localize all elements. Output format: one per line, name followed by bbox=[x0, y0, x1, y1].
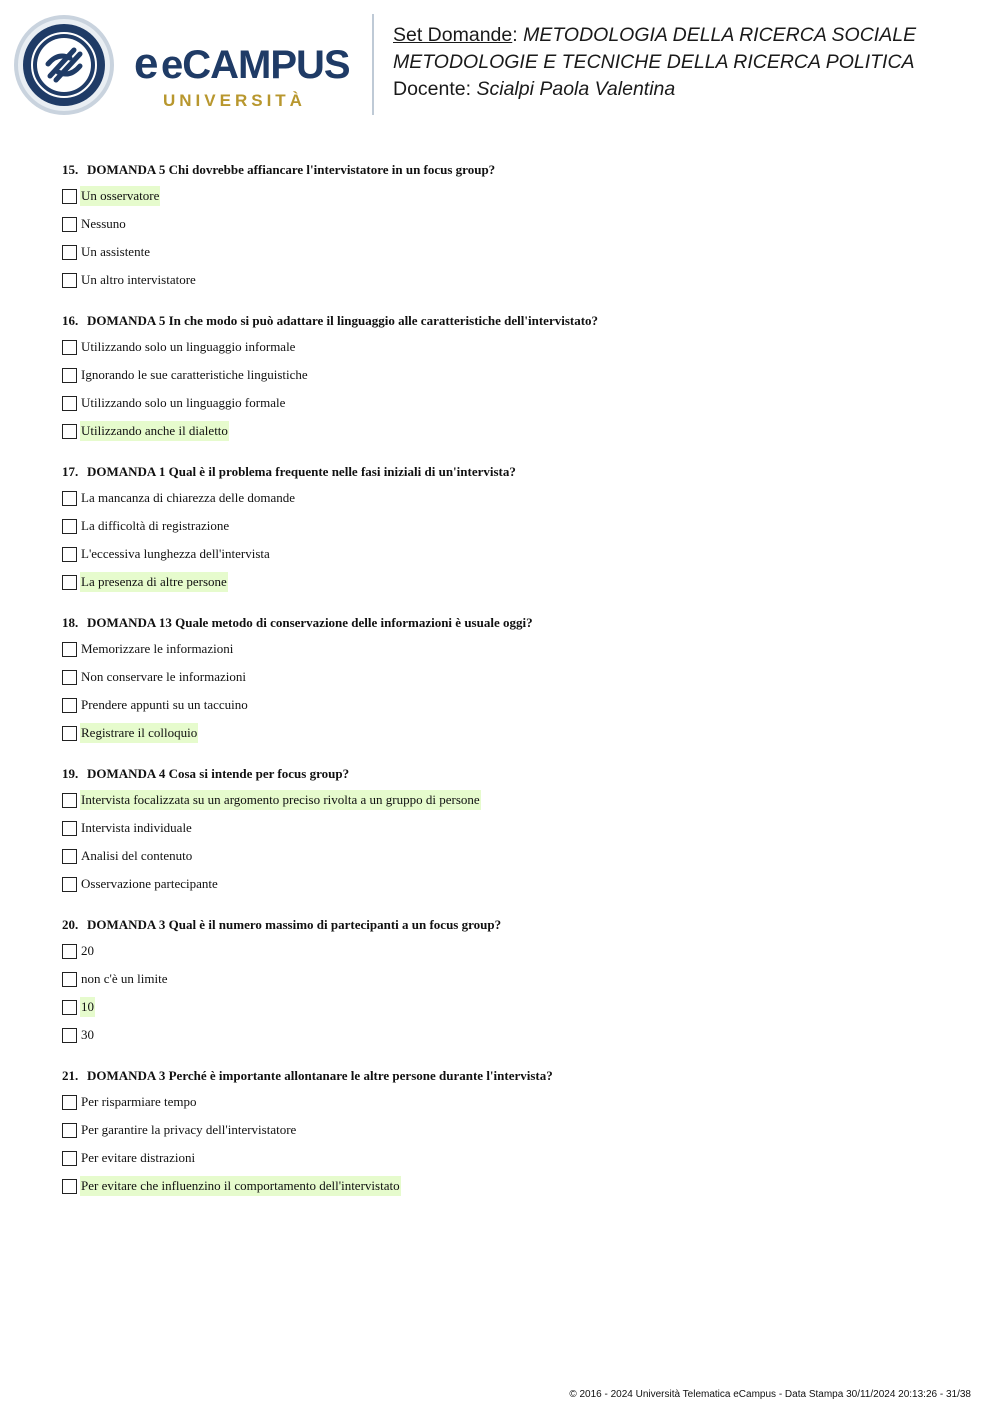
answer-option[interactable] bbox=[62, 210, 962, 238]
answer-checkbox[interactable] bbox=[62, 1000, 77, 1015]
answer-checkbox[interactable] bbox=[62, 217, 77, 232]
answer-label: Per evitare distrazioni bbox=[81, 1150, 196, 1165]
answer-checkbox[interactable] bbox=[62, 793, 77, 808]
answer-option[interactable] bbox=[62, 870, 962, 898]
answer-checkbox[interactable] bbox=[62, 726, 77, 741]
answer-label: Utilizzando solo un linguaggio formale bbox=[81, 395, 286, 410]
answer-label: Un assistente bbox=[81, 244, 150, 259]
answer-checkbox[interactable] bbox=[62, 273, 77, 288]
header-line-3 bbox=[393, 76, 916, 103]
answer-checkbox[interactable] bbox=[62, 972, 77, 987]
answer-option[interactable] bbox=[62, 512, 962, 540]
question-title bbox=[62, 311, 962, 333]
correct-answer-label: Registrare il colloquio bbox=[80, 723, 198, 743]
answer-option[interactable] bbox=[62, 361, 962, 389]
header-divider bbox=[372, 14, 374, 115]
correct-answer-label: Un osservatore bbox=[80, 186, 160, 206]
question-number: 18. bbox=[62, 615, 79, 630]
question-text: DOMANDA 5 Chi dovrebbe affiancare l'intervistatore in un focus group? bbox=[87, 162, 496, 177]
answer-option[interactable] bbox=[62, 1088, 962, 1116]
answer-checkbox[interactable] bbox=[62, 245, 77, 260]
answer-label: Intervista individuale bbox=[81, 820, 192, 835]
answer-label: Non conservare le informazioni bbox=[81, 669, 246, 684]
page-footer: © 2016 - 2024 Università Telematica eCampus - Data Stampa 30/11/2024 20:13:26 - 31/38 bbox=[569, 1389, 971, 1400]
answer-option[interactable] bbox=[62, 691, 962, 719]
answer-checkbox[interactable] bbox=[62, 575, 77, 590]
question-number: 15. bbox=[62, 162, 79, 177]
page-header bbox=[0, 0, 1000, 130]
question-block bbox=[62, 915, 962, 1066]
question-number: 17. bbox=[62, 464, 79, 479]
set-label: Set Domande bbox=[393, 24, 513, 46]
answer-checkbox[interactable] bbox=[62, 1123, 77, 1138]
question-block bbox=[62, 462, 962, 613]
answer-option[interactable] bbox=[62, 719, 962, 747]
answer-option[interactable] bbox=[62, 1021, 962, 1049]
answer-checkbox[interactable] bbox=[62, 396, 77, 411]
answer-option[interactable] bbox=[62, 663, 962, 691]
answer-option[interactable] bbox=[62, 417, 962, 445]
svg-text:eCAMPUS: eCAMPUS bbox=[161, 43, 350, 87]
question-title bbox=[62, 613, 962, 635]
answer-option[interactable] bbox=[62, 993, 962, 1021]
question-number: 19. bbox=[62, 766, 79, 781]
answer-option[interactable] bbox=[62, 540, 962, 568]
answer-option[interactable] bbox=[62, 266, 962, 294]
header-title bbox=[393, 22, 916, 103]
question-title bbox=[62, 462, 962, 484]
answer-option[interactable] bbox=[62, 484, 962, 512]
answer-checkbox[interactable] bbox=[62, 519, 77, 534]
question-block bbox=[62, 764, 962, 915]
answer-option[interactable] bbox=[62, 965, 962, 993]
answer-label: non c'è un limite bbox=[81, 971, 168, 986]
answer-checkbox[interactable] bbox=[62, 1028, 77, 1043]
answer-label: Per garantire la privacy dell'intervistatore bbox=[81, 1122, 297, 1137]
answer-checkbox[interactable] bbox=[62, 424, 77, 439]
answer-label: Analisi del contenuto bbox=[81, 848, 193, 863]
question-title bbox=[62, 915, 962, 937]
answer-checkbox[interactable] bbox=[62, 877, 77, 892]
answer-option[interactable] bbox=[62, 568, 962, 596]
answer-label: La difficoltà di registrazione bbox=[81, 518, 230, 533]
course-line-1: METODOLOGIA DELLA RICERCA SOCIALE bbox=[523, 24, 917, 46]
answer-label: La mancanza di chiarezza delle domande bbox=[81, 490, 296, 505]
answer-option[interactable] bbox=[62, 1116, 962, 1144]
answer-checkbox[interactable] bbox=[62, 547, 77, 562]
question-text: DOMANDA 4 Cosa si intende per focus group? bbox=[87, 766, 350, 781]
teacher-name: Scialpi Paola Valentina bbox=[476, 78, 676, 100]
question-text: DOMANDA 3 Qual è il numero massimo di partecipanti a un focus group? bbox=[87, 917, 502, 932]
answer-checkbox[interactable] bbox=[62, 849, 77, 864]
teacher-label: Docente: bbox=[393, 78, 472, 100]
answer-option[interactable] bbox=[62, 937, 962, 965]
question-number: 20. bbox=[62, 917, 79, 932]
answer-checkbox[interactable] bbox=[62, 340, 77, 355]
svg-text:e: e bbox=[134, 39, 159, 88]
answer-checkbox[interactable] bbox=[62, 670, 77, 685]
answer-option[interactable] bbox=[62, 1144, 962, 1172]
answer-label: Memorizzare le informazioni bbox=[81, 641, 234, 656]
answer-checkbox[interactable] bbox=[62, 1095, 77, 1110]
answer-option[interactable] bbox=[62, 182, 962, 210]
question-number: 16. bbox=[62, 313, 79, 328]
question-title bbox=[62, 1066, 962, 1088]
question-block bbox=[62, 613, 962, 764]
course-line-2: METODOLOGIE E TECNICHE DELLA RICERCA POLITICA bbox=[393, 51, 915, 73]
answer-option[interactable] bbox=[62, 389, 962, 417]
correct-answer-label: Utilizzando anche il dialetto bbox=[80, 421, 229, 441]
answer-label: L'eccessiva lunghezza dell'intervista bbox=[81, 546, 270, 561]
answer-label: Ignorando le sue caratteristiche linguistiche bbox=[81, 367, 308, 382]
answer-option[interactable] bbox=[62, 635, 962, 663]
header-line-1: Set Domande: METODOLOGIA DELLA RICERCA SOCIALE bbox=[393, 24, 917, 46]
answer-option[interactable] bbox=[62, 333, 962, 361]
correct-answer-label: Intervista focalizzata su un argomento preciso rivolta a un gruppo di persone bbox=[80, 790, 481, 810]
correct-answer-label: 10 bbox=[80, 997, 95, 1017]
answer-option[interactable] bbox=[62, 786, 962, 814]
question-block bbox=[62, 311, 962, 462]
answer-checkbox[interactable] bbox=[62, 368, 77, 383]
answer-label: Per risparmiare tempo bbox=[81, 1094, 197, 1109]
answer-option[interactable] bbox=[62, 1172, 962, 1200]
question-number: 21. bbox=[62, 1068, 79, 1083]
question-text: DOMANDA 5 In che modo si può adattare il linguaggio alle caratteristiche dell'intervistato? bbox=[87, 313, 599, 328]
correct-answer-label: Per evitare che influenzino il comportamento dell'intervistato bbox=[80, 1176, 401, 1196]
question-list bbox=[62, 160, 962, 1217]
svg-text:UNIVERSITÀ: UNIVERSITÀ bbox=[163, 91, 306, 110]
answer-label: Un altro intervistatore bbox=[81, 272, 196, 287]
answer-label: Nessuno bbox=[81, 216, 126, 231]
answer-checkbox[interactable] bbox=[62, 821, 77, 836]
answer-option[interactable] bbox=[62, 238, 962, 266]
question-text: DOMANDA 13 Quale metodo di conservazione delle informazioni è usuale oggi? bbox=[87, 615, 533, 630]
answer-checkbox[interactable] bbox=[62, 1179, 77, 1194]
answer-checkbox[interactable] bbox=[62, 189, 77, 204]
answer-checkbox[interactable] bbox=[62, 698, 77, 713]
ecampus-logo bbox=[14, 14, 354, 116]
answer-checkbox[interactable] bbox=[62, 1151, 77, 1166]
answer-label: Osservazione partecipante bbox=[81, 876, 218, 891]
answer-label: 20 bbox=[81, 943, 94, 958]
question-title bbox=[62, 160, 962, 182]
answer-label: 30 bbox=[81, 1027, 94, 1042]
answer-option[interactable] bbox=[62, 842, 962, 870]
answer-checkbox[interactable] bbox=[62, 642, 77, 657]
header-line-2 bbox=[393, 49, 916, 76]
question-text: DOMANDA 1 Qual è il problema frequente nelle fasi iniziali di un'intervista? bbox=[87, 464, 516, 479]
answer-option[interactable] bbox=[62, 814, 962, 842]
answer-label: Prendere appunti su un taccuino bbox=[81, 697, 248, 712]
answer-checkbox[interactable] bbox=[62, 491, 77, 506]
question-text: DOMANDA 3 Perché è importante allontanare le altre persone durante l'intervista? bbox=[87, 1068, 553, 1083]
question-block bbox=[62, 160, 962, 311]
answer-checkbox[interactable] bbox=[62, 944, 77, 959]
question-title bbox=[62, 764, 962, 786]
answer-label: Utilizzando solo un linguaggio informale bbox=[81, 339, 296, 354]
correct-answer-label: La presenza di altre persone bbox=[80, 572, 228, 592]
question-block bbox=[62, 1066, 962, 1217]
